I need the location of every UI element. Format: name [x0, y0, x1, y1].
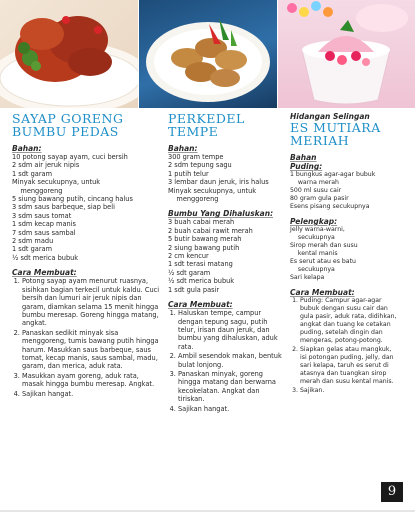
ingredient: Sirop merah dan susu — [290, 242, 358, 249]
recipe-category: Hidangan Selingan — [290, 112, 370, 121]
ingredient: secukupnya — [290, 266, 335, 273]
recipe-title — [168, 112, 284, 138]
ingredients-heading: Bahan: — [12, 144, 42, 153]
spice-paste-list — [168, 218, 284, 294]
pudding-list — [290, 171, 398, 211]
method-heading: Cara Membuat: — [168, 300, 233, 310]
recipe-sayap-goreng — [12, 112, 160, 399]
ingredients-heading: Bahan — [290, 153, 317, 162]
ingredient: Sari kelapa — [290, 274, 325, 281]
method-steps — [168, 309, 284, 413]
recipe-title-line: BUMBU PEDAS — [12, 124, 119, 139]
method-step: 4. Sajikan hangat. — [178, 405, 284, 413]
recipe-title-line: MERIAH — [290, 133, 350, 148]
recipe-title-line: PERKEDEL — [168, 111, 245, 126]
ingredient: 80 gram gula pasir — [290, 195, 349, 202]
recipe-title-line: SAYAP GORENG — [12, 111, 124, 126]
ingredient: secukupnya — [290, 234, 335, 241]
ingredient: Es serut atau es batu — [290, 258, 356, 265]
ingredient: 1 sdm kecap manis — [12, 220, 76, 229]
ingredient: Jelly warna-warni, — [290, 226, 345, 233]
method-step: 1. Haluskan tempe, campur dengan tepung sagu, putih telur, irisan daun jeruk, dan bumbu yang dihaluskan, aduk rata. — [178, 309, 284, 351]
ingredient: 1 sdt garam — [12, 245, 52, 254]
method-step: 3. Masukkan ayam goreng, aduk rata, masak hingga bumbu meresap. Angkat. — [22, 372, 160, 389]
recipe-title-line: ES MUTIARA — [290, 120, 381, 135]
method-steps — [290, 297, 398, 395]
ingredient: warna merah — [290, 179, 339, 186]
ingredient: 1 bungkus agar-agar bubuk — [290, 171, 376, 178]
spice-item: 2 cm kencur — [168, 252, 209, 261]
ingredient: kental manis — [290, 250, 338, 257]
method-heading: Cara Membuat: — [12, 268, 77, 278]
pudding-heading: Puding: — [290, 162, 323, 171]
ingredient: menggoreng — [168, 195, 219, 204]
recipe-title — [12, 112, 160, 138]
spice-item: 2 buah cabai rawit merah — [168, 226, 253, 235]
ingredient: 500 ml susu cair — [290, 187, 342, 194]
ingredients-list — [12, 153, 160, 262]
ingredients-list — [168, 153, 284, 203]
ingredient: 7 sdm saus sambal — [12, 228, 76, 237]
method-step: 4. Sajikan hangat. — [22, 390, 160, 398]
photo-tempe-fritters — [139, 0, 277, 108]
method-step: 2. Ambil sesendok makan, bentuk bulat lonjong. — [178, 352, 284, 369]
ingredient: Minyak secukupnya, untuk — [12, 178, 101, 187]
photo-fried-chicken-wings — [0, 0, 138, 108]
photo-strip — [0, 0, 415, 110]
ingredient: 2 sdm air jeruk nipis — [12, 161, 80, 170]
method-step: 1. Potong sayap ayam menurut ruasnya, sisihkan bagian terkecil untuk kaldu. Cuci bersih dan lumuri air jeruk nipis dan garam, diamkan selama 15 menit hingga bumbu meresap. Goreng hingga matang, angkat. — [22, 277, 160, 327]
ingredient: 10 potong sayap ayam, cuci bersih — [12, 153, 128, 161]
ingredient: 300 gram tempe — [168, 153, 224, 161]
method-step: 2. Siapkan gelas atau mangkuk, isi potongan puding, jelly, dan sari kelapa, taruh es serut di atasnya dan tuangkan sirop merah dan susu kental manis. — [300, 346, 398, 386]
ingredient: 3 sdm saus tomat — [12, 211, 72, 220]
ingredient: 3 lembar daun jeruk, iris halus — [168, 178, 269, 187]
method-steps — [12, 277, 160, 398]
ingredient: Minyak secukupnya, untuk — [168, 186, 257, 195]
method-step: 2. Panaskan sedikit minyak sisa menggoreng, tumis bawang putih hingga harum. Masukkan saus barbeque, saus tomat, kecap manis, saus sambal, madu, garam, dan merica, aduk rata. — [22, 329, 160, 371]
spice-item: 1 sdt gula pasir — [168, 285, 220, 294]
ingredients-heading: Bahan: — [168, 144, 198, 153]
ingredient: 1 putih telur — [168, 169, 209, 178]
recipe-es-mutiara — [290, 112, 398, 396]
ingredient: 2 sdm tepung sagu — [168, 161, 232, 170]
ingredient: ½ sdt merica bubuk — [12, 253, 79, 262]
spice-item: 5 butir bawang merah — [168, 235, 242, 244]
recipe-perkedel-tempe — [168, 112, 284, 414]
method-step: 1. Puding: Campur agar-agar bubuk dengan susu cair dan gula pasir, aduk rata, didihkan, angkat dan tuang ke cetakan puding, setelah dingin dan mengeras, potong-potong. — [300, 297, 398, 345]
ingredient: 5 siung bawang putih, cincang halus — [12, 195, 133, 204]
recipe-title-line: TEMPE — [168, 124, 219, 139]
complement-list — [290, 226, 398, 282]
spice-item: 3 buah cabai merah — [168, 218, 235, 227]
ingredient: 3 sdm saus barbeque, siap beli — [12, 203, 115, 212]
spice-paste-heading: Bumbu Yang Dihaluskan: — [168, 209, 274, 219]
ingredient: 2 sdm madu — [12, 237, 54, 246]
photo-pearl-ice-dessert — [278, 0, 415, 108]
ingredient: 1 sdt garam — [12, 169, 52, 178]
method-heading: Cara Membuat: — [290, 288, 355, 297]
complement-heading: Pelengkap: — [290, 217, 338, 226]
spice-item: 2 siung bawang putih — [168, 243, 240, 252]
page-number: 9 — [381, 482, 403, 502]
ingredient: menggoreng — [12, 186, 63, 195]
spice-item: ½ sdt garam — [168, 268, 211, 277]
recipe-title — [290, 121, 398, 147]
method-step: 3. Panaskan minyak, goreng hingga matang dan berwarna kecokelatan. Angkat dan tiriskan. — [178, 370, 284, 404]
ingredient: Esens pisang secukupnya — [290, 203, 370, 210]
method-step: 3. Sajikan. — [300, 387, 398, 395]
spice-item: ½ sdt merica bubuk — [168, 277, 235, 286]
spice-item: 1 sdt terasi matang — [168, 260, 233, 269]
